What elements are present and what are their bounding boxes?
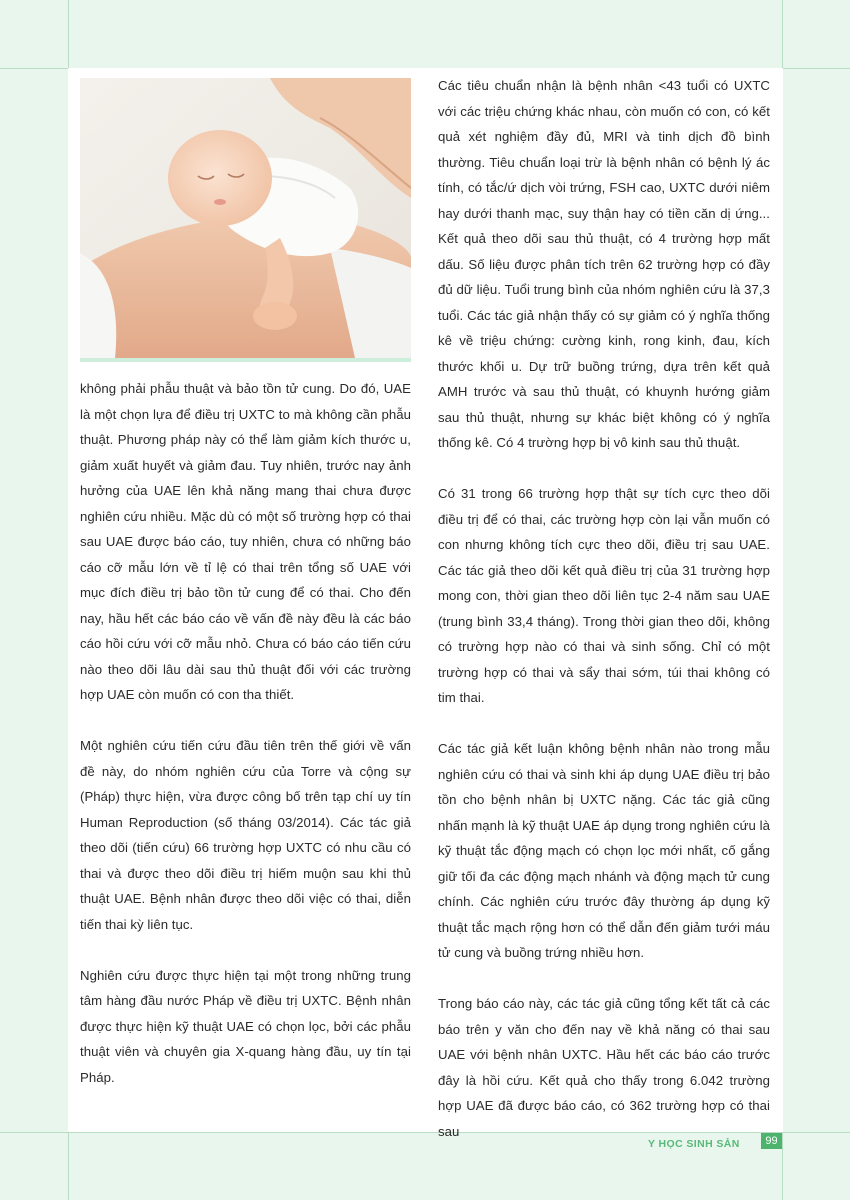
baby-sleeping-on-mother-photo — [80, 78, 411, 362]
right-paragraph: Trong báo cáo này, các tác giả cũng tổng kết tất cả các báo trên y văn cho đến nay về khả năng có thai sau UAE với bệnh nhân UXTC. Hầu hết các báo cáo trước đây là hồi cứu. Kết quả cho thấy trong 6.042 trường hợp UAE đã được báo cáo, có 362 trường hợp có thai sau — [438, 996, 770, 1139]
page-number: 99 — [761, 1133, 782, 1149]
left-paragraph: Nghiên cứu được thực hiện tại một trong những trung tâm hàng đầu nước Pháp về điều trị UXTC. Bệnh nhân được thực hiện kỹ thuật UAE có chọn lọc, bởi các phẫu thuật viên và chuyên gia X-quang hàng đầu, uy tín tại Pháp. — [80, 967, 411, 1085]
right-text-column — [438, 73, 770, 1144]
right-paragraph: Các tác giả kết luận không bệnh nhân nào trong mẫu nghiên cứu có thai và sinh khi áp dụng UAE điều trị bảo tồn cho bệnh nhân bị UXTC nặng. Các tác giả cũng nhấn mạnh là kỹ thuật UAE áp dụng trong nghiên cứu là kỹ thuật tắc động mạch có chọn lọc mới nhất, cố gắng giữ tối đa các động mạch nhánh và động mạch tử cung chính. Các nghiên cứu trước đây thường áp dụng kỹ thuật tắc mạch rộng hơn có thể dẫn đến giảm tưới máu tử cung và buồng trứng nhiều hơn. — [438, 741, 770, 960]
left-text-column — [80, 376, 411, 1090]
left-paragraph: Một nghiên cứu tiến cứu đầu tiên trên thế giới về vấn đề này, do nhóm nghiên cứu của Torre và cộng sự (Pháp) thực hiện, vừa được công bố trên tạp chí uy tín Human Reproduction (số tháng 03/2014). Các tác giả theo dõi (tiến cứu) 66 trường hợp UXTC có nhu cầu có thai và được theo dõi điều trị hiếm muộn sau khi thủ thuật UAE. Bệnh nhân được theo dõi việc có thai, diễn tiến thai kỳ liên tục. — [80, 738, 411, 932]
right-paragraph: Các tiêu chuẩn nhận là bệnh nhân <43 tuổi có UXTC với các triệu chứng khác nhau, còn muốn có con, có kết quả xét nghiệm đầy đủ, MRI và tinh dịch đồ bình thường. Tiêu chuẩn loại trừ là bệnh nhân có bệnh lý ác tính, có tắc/ứ dịch vòi trứng, FSH cao, UXTC dưới niêm hay dưới thanh mạc, suy thận hay có tiền căn dị ứng... Kết quả theo dõi sau thủ thuật, có 4 trường hợp mất dấu. Số liệu được phân tích trên 62 trường hợp có đầy đủ dữ liệu. Tuổi trung bình của nhóm nghiên cứu là 37,3 tuổi. Các tác giả nhận thấy có sự giảm có ý nghĩa thống kê về triệu chứng: cường kinh, rong kinh, đau, kích thước khối u. Dự trữ buồng trứng, dựa trên kết quả AMH trước và sau thủ thuật, có khuynh hướng giảm sau thủ thuật, nhưng sự khác biệt không có ý nghĩa thống kê. Có 4 trường hợp bị vô kinh sau thủ thuật. — [438, 78, 770, 450]
journal-name: Y HỌC SINH SẢN — [648, 1138, 740, 1150]
left-paragraph: không phải phẫu thuật và bảo tồn tử cung. Do đó, UAE là một chọn lựa để điều trị UXTC to mà không cần phẫu thuật. Phương pháp này có thể làm giảm kích thước u, giảm xuất huyết và giảm đau. Tuy nhiên, trước nay ảnh hưởng của UAE lên khả năng mang thai chưa được nghiên cứu nhiều. Mặc dù có một số trường hợp có thai sau UAE được báo cáo, tuy nhiên, chưa có những báo cáo cỡ mẫu lớn về tỉ lệ có thai trên tổng số UAE với mục đích điều trị bảo tồn tử cung để có thai. Cho đến nay, hầu hết các báo cáo về vấn đề này đều là các báo cáo hồi cứu với cỡ mẫu nhỏ. Chưa có báo cáo tiến cứu nào theo dõi lâu dài sau thủ thuật đối với các trường hợp UAE còn muốn có con tha thiết. — [80, 381, 411, 702]
right-paragraph: Có 31 trong 66 trường hợp thật sự tích cực theo dõi điều trị để có thai, các trường hợp còn lại vẫn muốn có con nhưng không tích cực theo dõi, điều trị sau UAE. Các tác giả theo dõi kết quả điều trị của 31 trường hợp mong con, thời gian theo dõi liên tục 2-4 năm sau UAE (trung bình 33,4 tháng). Trong thời gian theo dõi, không có trường hợp nào có thai và sinh sống. Chỉ có một trường hợp có thai và sẩy thai sớm, túi thai không có tim thai. — [438, 486, 770, 705]
